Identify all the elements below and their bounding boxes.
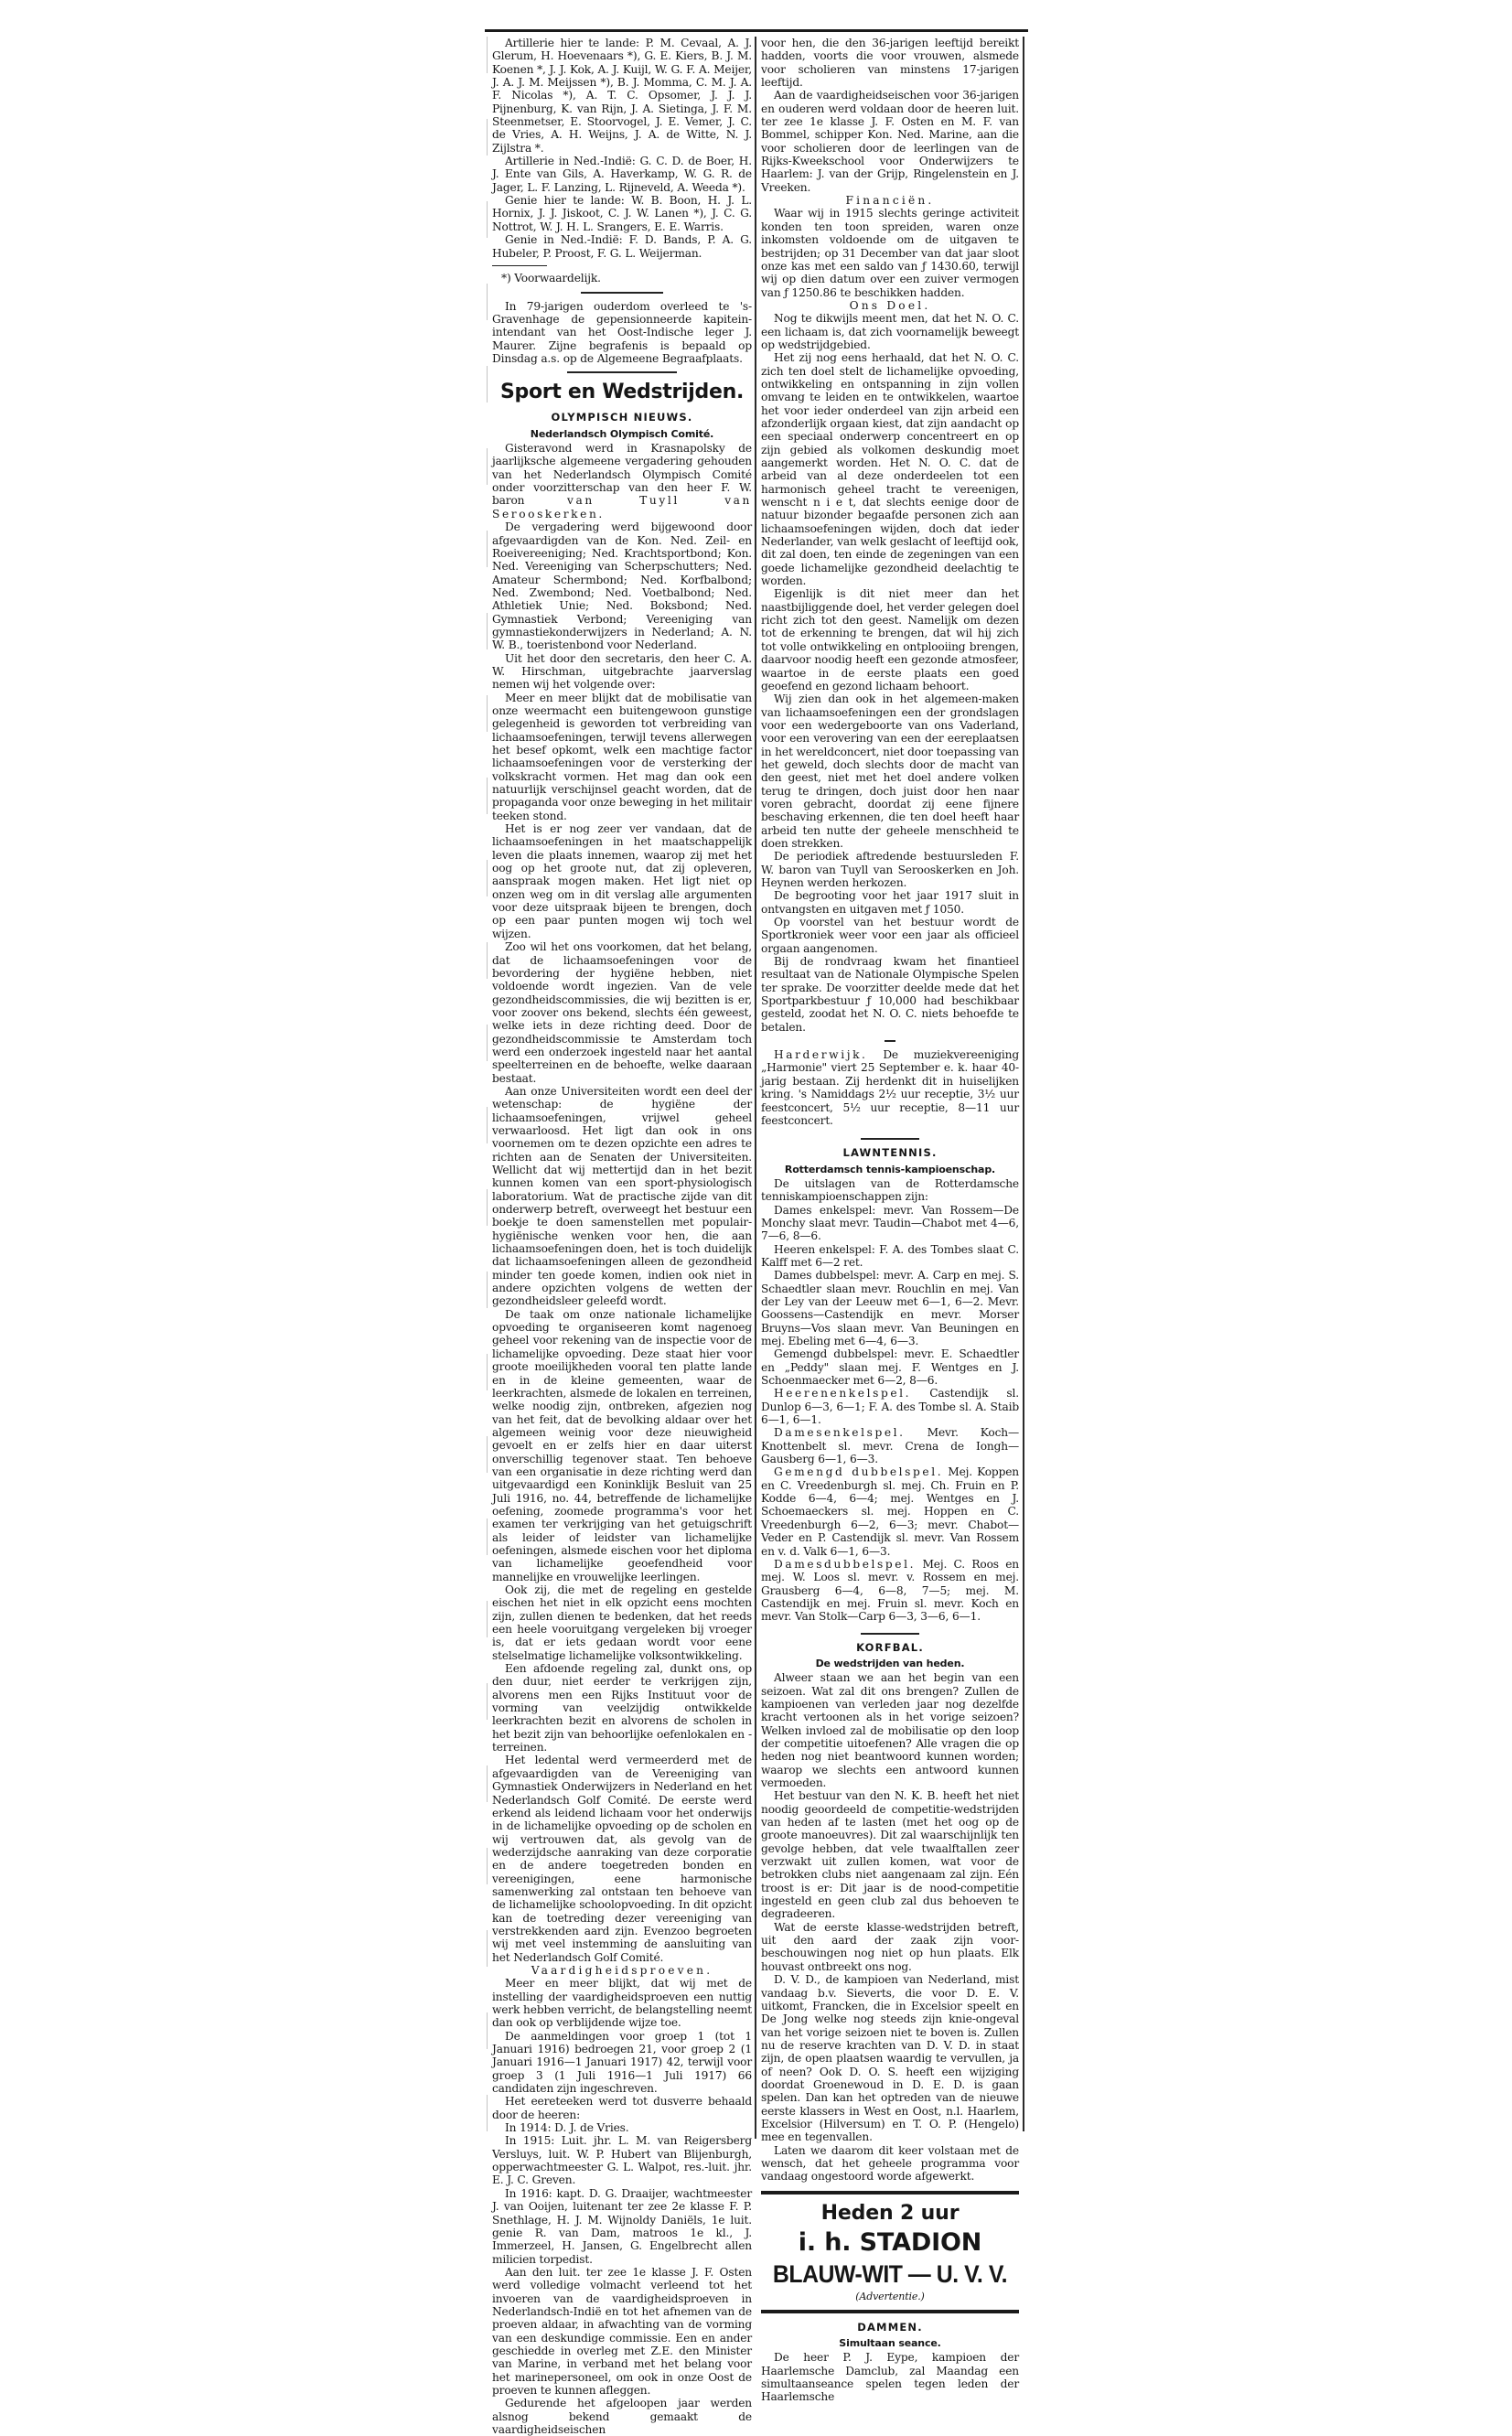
skills-subheading: Vaardigheidsproeven.: [531, 1963, 713, 1977]
finance-subheading: Financiën.: [845, 194, 935, 208]
result-category: Gemengd dubbelspel.: [774, 1465, 944, 1479]
column-rule: [755, 37, 756, 2139]
military-list-artillery-home: Artillerie hier te lande: P. M. Cevaal, A. J. Glerum, H. Hoevenaars *), G. E. Kiers, B. J. M. Koenen *, J. J. Kok, A. J. Kuijl, W. G. F. A. Meijer, J. A. J. M. Meijssen *), B. J. Momma, C. M. J. A. F. Nicolas *), A. T. C. Opsomer, J. J. J. Pijnenburg, K. van Rijn, J. A. Sietinga, J. F. M. Steenmetser, E. Stoorvogel, J. E. Vemer, J. C. de Vries, A. H. Weijns, J. A. de Witte, N. J. Zijlstra *.: [492, 37, 752, 155]
goal-paragraph: Eigenlijk is dit niet meer dan het naastbijliggende doel, het verder gelegen doel richt zich tot den geest. Namelijk om dezen tot de erkenning te brengen, dat wil hij zich tot volle ontwikkeling en ontplooiing brengen, daarvoor noodig heeft een gezonde atmosfeer, waartoe in de eerste plaats een goed geoefend en gezond lichaam behoort.: [761, 587, 1019, 692]
korfbal-paragraph: Alweer staan we aan het begin van een seizoen. Wat zal dit ons brengen? Zullen de kampioenen van verleden jaar nog dezelfde kracht vertoonen als in het vorige seizoen? Welken invloed zal de mobilisatie op den loop der competitie uitoefenen? Alle vragen die op heden nog niet beantwoord kunnen worden; waarop we slechts een antwoord kunnen vermoeden.: [761, 1671, 1019, 1789]
result-category: Heerenenkelspel.: [774, 1387, 912, 1400]
result-category: Damesenkelspel.: [774, 1426, 906, 1440]
olympic-paragraph: De taak om onze nationale lichamelijke opvoeding te organiseeren komt nagenoeg geheel voor rekening van de inspectie voor de lichamelijke opvoeding. Deze staat hier voor groote moeilijkheden vooral ten platte lande en in de kleine gemeenten, waar de leerkrachten, alsmede de lokalen en terreinen, welke noodig zijn, ontbreken, afgezien nog van het feit, dat de bevolking aldaar over het algemeen weinig voor deze nieuwigheid gevoelt en er zelfs hier en daar uiterst onverschillig tegenover staat. Ten behoeve van een organisatie in deze richting werd dan uitgevaardigd een Koninklijk Besluit van 25 Juli 1916, no. 44, betreffende de lichamelijke oefening, zoomede programma's voor het examen ter verkrijging van het getuigschrift als leider of leidster van lichamelijke oefeningen, alsmede eischen voor het diploma van lichamelijke geoefendheid voor mannelijke en vrouwelijke leerlingen.: [492, 1307, 752, 1583]
korfbal-heading: KORFBAL.: [856, 1640, 924, 1654]
korfbal-paragraph: D. V. D., de kampioen van Nederland, mist vandaag b.v. Sieverts, die voor D. E. V. uitkomt, Francken, die in Excelsior speelt en De Jong welke nog steeds zijn knie-ongeval van het vorige seizoen niet te boven is. Zullen nu de reserve krachten van D. V. D. in staat zijn, de open plaatsen waardig te vervullen, ja of neen? Ook D. O. S. heeft een wijziging doordat Groenewoud in D. E. D. is gaan spelen. Dan kan het optreden van de nieuwe eerste klassers in West en Oost, n.l. Haarlem, Excelsior (Hilversum) en T. O. P. (Hengelo) mee en tegenvallen.: [761, 1973, 1019, 2144]
harderwijk-item: [761, 1048, 1019, 1127]
right-border-rule: [1023, 37, 1024, 2131]
olympic-intro-text: Gisteravond werd in Krasnapolsky de jaarlijksche algemeene vergadering gehouden van het Nederlandsch Olympisch Comité onder voorzitterschap van den heer F. W. baron: [492, 442, 752, 508]
tennis-result: Dames enkelspel: mevr. Van Rossem—De Monchy slaat mevr. Taudin—Chabot met 4—6, 7—6, 8—6.: [761, 1203, 1019, 1243]
skills-paragraph: Het eereteeken werd tot dusverre behaald door de heeren:: [492, 2095, 752, 2121]
olympic-paragraph: Meer en meer blijkt dat de mobilisatie van onze weermacht een buitengewoon gunstige gelegenheid is geworden tot verbreiding van lichaamsoefeningen, terwijl tevens allerwegen het besef opkomt, welk een machtige factor lichaamsoefeningen voor de versterking der volkskracht vormen. Het mag dan ook een natuurlijk verschijnsel geacht worden, dat de propaganda voor onze beweging in het militair teeken stond.: [492, 691, 752, 822]
olympic-paragraph: Uit het door den secretaris, den heer C. A. W. Hirschman, uitgebrachte jaarverslag nemen wij het volgende over:: [492, 651, 752, 692]
dammen-subheading: Simultaan seance.: [839, 2337, 941, 2349]
goal-paragraph: Nog te dikwijls meent men, dat het N. O. C. een lichaam is, dat zich voornamelijk beweegt op wedstrijdgebied.: [761, 312, 1019, 351]
tennis-result: [761, 1387, 1019, 1426]
left-column: [492, 37, 752, 2436]
skills-paragraph: In 1915: Luit. jhr. L. M. van Reigersberg Versluys, luit. W. P. Hubert van Blijenburgh, opperwachtmeester G. L. Walpot, res.-luit. jhr. E. J. C. Greven.: [492, 2134, 752, 2187]
divider: [861, 1633, 919, 1635]
olympic-paragraph: Een afdoende regeling zal, dunkt ons, op den duur, niet eerder te verkrijgen zijn, alvorens men een Rijks Instituut voor de vorming van veelzijdig ontwikkelde leerkrachten bezit en alvorens de scholen in het bezit zijn van behoorlijke oefenlokalen en -terreinen.: [492, 1662, 752, 1755]
olympic-paragraph: Het is er nog zeer ver vandaan, dat de lichaamsoefeningen in het maatschappelijk leven die plaats innemen, waarop zij met het oog op het groote nut, dat zij opleveren, aanspraak mogen maken. Het ligt niet op onzen weg om in dit verslag alle argumenten voor deze uitspraak bijeen te brengen, doch op een paar punten mogen wij toch wel wijzen.: [492, 822, 752, 940]
korfbal-paragraph: Wat de eerste klasse-wedstrijden betreft, uit den aard der zaak zijn voor-beschouwingen nog niet op hun plaats. Elk houvast ontbreekt ons nog.: [761, 1920, 1019, 1973]
olympic-paragraph: Aan onze Universiteiten wordt een deel der wetenschap: de hygiëne der lichaamsoefeningen, vrijwel geheel verwaarloosd. Het ligt dan ook in ons voornemen om te dezen opzichte een adres te richten aan de Senaten der Universiteiten. Wellicht dat wij mettertijd dan in het bezit kunnen komen van een sport-physiologisch laboratorium. Wat de practische zijde van dit onderwerp betreft, overweegt het bestuur een boekje te doen samenstellen met populair-hygiënische wenken voor hen, die aan lichaamsoefeningen doen, het is toch duidelijk dat lichaamsoefeningen alleen de gezondheid minder ten goede komen, indien ook niet in andere opzichten volgens de wetten der gezondheidsleer geleefd wordt.: [492, 1084, 752, 1308]
korfbal-paragraph: Het bestuur van den N. K. B. heeft het niet noodig geoordeeld de competitie-wedstrijden van heden af te lasten (met het oog op de groote manoeuvres). Dit zal waarschijnlijk ten gevolge hebben, dat vele twaalftallen zeer verzwakt uit zullen komen, wat voor de betrokken clubs niet aangenaam zal zijn. Eén troost is er: Dit jaar is de nood-competitie ingesteld en geen club zal dus behoeven te degradeeren.: [761, 1789, 1019, 1921]
result-category: Damesdubbelspel.: [774, 1557, 917, 1571]
advertisement: [761, 2191, 1019, 2313]
skills-paragraph: Gedurende het afgeloopen jaar werden alsnog bekend gemaakt de vaardigheidseischen: [492, 2397, 752, 2436]
divider: [885, 1040, 895, 1042]
ad-line-venue: i. h. STADION: [798, 2227, 982, 2257]
tennis-result: [761, 1465, 1019, 1557]
divider: [861, 1138, 919, 1140]
goal-paragraph: De periodiek aftredende bestuursleden F. W. baron van Tuyll van Serooskerken en Joh. Heynen werden herkozen.: [761, 850, 1019, 889]
result-text: Mevr. Koch—Knottenbelt sl. mevr. Crena de Iongh—Gausberg 6—1, 6—3.: [761, 1426, 1019, 1466]
newspaper-page: [485, 0, 1028, 2436]
skills-paragraph: De aanmeldingen voor groep 1 (tot 1 Januari 1916) bedroegen 21, voor groep 2 (1 Januari 1916—1 Januari 1917) 42, terwijl voor groep 3 (1 Juli 1916—1 Juli 1917) 66 candidaten zijn ingeschreven.: [492, 2029, 752, 2096]
result-text: Mej. C. Roos en mej. W. Loos sl. mevr. v. Rossem en mej. Grausberg 6—4, 6—8, 7—5; mej. M. Castendijk en mej. Fruin sl. mevr. Koch en mevr. Van Stolk—Carp 6—3, 3—6, 6—1.: [761, 1557, 1019, 1624]
dammen-paragraph: De heer P. J. Eype, kampioen der Haarlemsche Damclub, zal Maandag een simultaanseance spelen tegen leden der Haarlemsche: [761, 2351, 1019, 2404]
skills-paragraph: Aan den luit. ter zee 1e klasse J. F. Osten werd volledige volmacht verleend tot het invoeren van de vaardigheidsproeven in Nederlandsch-Indië en tot het afnemen van de proeven aldaar, in afwachting van de vorming van een deskundige commissie. Een en ander geschiedde in overleg met Z.E. den Minister van Marine, in verband met het belang voor het marinepersoneel, om ook in onze Oost de proeven te kunnen afleggen.: [492, 2265, 752, 2397]
lawntennis-subheading: Rotterdamsch tennis-kampioenschap.: [784, 1163, 996, 1175]
goal-paragraph: Wij zien dan ook in het algemeen-maken van lichaamsoefeningen een der grondslagen voor een wedergeboorte van ons Vaderland, voor een verovering van een der eereplaatsen in het wereldconcert, niet door toepassing van het geweld, doch slechts door de macht van den geest, niet met het doel andere volken terug te dringen, doch juist door hen naar voren gebracht, doordat zij eene fijnere beschaving erkennen, die ten doel heeft haar arbeid ten nutte der geheele menschheid te doen strekken.: [761, 692, 1019, 850]
tennis-result: [761, 1426, 1019, 1465]
divider: [581, 292, 663, 294]
ad-line-match: BLAUW-WIT — U. V. V.: [772, 2259, 1008, 2288]
tennis-result: Dames dubbelspel: mevr. A. Carp en mej. S. Schaedtler slaan mevr. Rouchlin en mej. Van der Ley van der Leeuw met 6—1, 6—2. Mevr. Goossens—Castendijk en mevr. Morser Bruyns—Vos slaan mevr. Van Beuningen en mej. Ebeling met 6—4, 6—3.: [761, 1269, 1019, 1347]
military-list-artillery-indies: Artillerie in Ned.-Indië: G. C. D. de Boer, H. J. Ente van Gils, A. Haverkamp, W. G. R. de Jager, L. F. Lanzing, L. Rijneveld, A. Weeda *).: [492, 155, 752, 194]
continued-paragraph: voor hen, die den 36-jarigen leeftijd bereikt hadden, voorts die voor vrouwen, alsmede voor scholieren van minstens 17-jarigen leeftijd.: [761, 37, 1019, 90]
lawntennis-heading: LAWNTENNIS.: [842, 1146, 938, 1160]
goal-paragraph: Het zij nog eens herhaald, dat het N. O. C. zich ten doel stelt de lichamelijke opvoeding, ontwikkeling en ontspanning in zijn vollen omvang te leiden en te ontwikkelen, waartoe het voor ieder onderdeel van zijn arbeid een afzonderlijk orgaan kiest, dat zijn aandacht op een speciaal onderwerp concentreert en op zijn gebied als volkomen deskundig moet aangemerkt worden. Het N. O. C. dat de arbeid van al deze onderdeelen tot een harmonisch geheel tracht te vereenigen, wenscht n i e t, dat slechts eenige door de natuur bizonder begaafde personen zich aan lichaamsoefeningen wijden, doch dat ieder Nederlander, van welk geslacht of leeftijd ook, dit zal doen, ten einde de zegeningen van een goede lichamelijke gezondheid deelachtig te worden.: [761, 351, 1019, 588]
harderwijk-place: Harderwijk.: [774, 1048, 868, 1062]
olympic-paragraph: Het ledental werd vermeerderd met de afgevaardigden van de Vereeniging van Gymnastiek Onderwijzers in Nederland en het Nederlandsch Golf Comité. De eerste werd erkend als leidend lichaam voor het onderwijs in de lichamelijke opvoeding op de scholen en wij vertrouwen dat, als gevolg van de wederzijdsche aanraking van deze corporatie en de andere toegetreden bonden en vereenigingen, eene harmonische samenwerking zal ontstaan ten behoeve van de lichamelijke schoolopvoeding. In dit opzicht kan de toetreding dezer vereeniging van verstrekkenden aard zijn. Evenzoo begroeten wij met veel instemming de aansluiting van het Nederlandsch Golf Comité.: [492, 1754, 752, 1964]
olympic-paragraph: Ook zij, die met de regeling en gestelde eischen het niet in elk opzicht eens mochten zijn, zullen dienen te bedenken, dat het reeds een heele vooruitgang vergeleken bij vroeger is, dat er iets gedaan wordt voor eene stelselmatige lichamelijke volksontwikkeling.: [492, 1583, 752, 1662]
olympic-paragraph: Zoo wil het ons voorkomen, dat het belang, dat de lichaamsoefeningen voor de bevordering der hygiëne hebben, niet voldoende wordt ingezien. Van de vele gezondheidscommissies, die wij bezitten is er, voor zoover ons bekend, slechts één geweest, welke iets in deze richting deed. Door de gezondheidscommissie te Amsterdam toch werd een onderzoek ingesteld naar het aantal speelterreinen en de behoefte, welke daaraan bestaat.: [492, 940, 752, 1085]
goal-paragraph: Bij de rondvraag kwam het finantieel resultaat van de Nationale Olympische Spelen ter sprake. De voorzitter deelde mede dat het Sportparkbestuur ƒ 10,000 had beschikbaar gesteld, zoodat het N. O. C. niets behoefde te betalen.: [761, 955, 1019, 1034]
korfbal-paragraph: Laten we daarom dit keer volstaan met de wensch, dat het geheele programma voor vandaag ongestoord worde afgewerkt.: [761, 2143, 1019, 2184]
tennis-result: Heeren enkelspel: F. A. des Tombes slaat C. Kalff met 6—2 ret.: [761, 1242, 1019, 1269]
ad-line-time: Heden 2 uur: [820, 2201, 960, 2225]
section-title: Sport en Wedstrijden.: [499, 381, 745, 404]
divider: [567, 371, 677, 373]
lawntennis-intro: De uitslagen van de Rotterdamsche tenniskampioenschappen zijn:: [761, 1176, 1019, 1204]
tennis-result: Gemengd dubbelspel: mevr. E. Schaedtler en „Peddy" slaan mej. F. Wentges en J. Schoenmaecker met 6—2, 8—6.: [761, 1347, 1019, 1388]
goal-paragraph: Op voorstel van het bestuur wordt de Sportkroniek weer voor een jaar als officieel orgaan aangenomen.: [761, 916, 1019, 955]
olympic-paragraph: De vergadering werd bijgewoond door afgevaardigden van de Kon. Ned. Zeil- en Roeivereeniging; Ned. Krachtsportbond; Kon. Ned. Vereeniging van Scherpschutters; Ned. Amateur Schermbond; Ned. Korfbalbond; Ned. Zwembond; Ned. Voetbalbond; Ned. Athletiek Unie; Ned. Boksbond; Ned. Gymnastiek Verbond; Vereeniging van gymnastiekonderwijzers in Nederland; A. N. W. B., toeristenbond voor Nederland.: [492, 520, 752, 652]
result-text: Castendijk sl. Dunlop 6—3, 6—1; F. A. des Tombe sl. A. Staib 6—1, 6—1.: [761, 1387, 1019, 1427]
harderwijk-text: De muziekvereeniging „Harmonie" viert 25 September e. k. haar 40-jarig bestaan. Zij herdenkt dit in huiselijken kring. 's Namiddags 2½ uur receptie, 3½ uur feestconcert, 5½ uur receptie, 8—11 uur feestconcert.: [761, 1048, 1019, 1127]
continued-paragraph: Aan de vaardigheidseischen voor 36-jarigen en ouderen werd voldaan door de heeren luit. ter zee 1e klasse J. F. Osten en M. F. van Bommel, schipper Kon. Ned. Marine, aan die voor scholieren door de leerlingen van de Rijks-Kweekschool voor Onderwijzers te Haarlem: J. van der Grijp, Ringelenstein en J. Vreeken.: [761, 89, 1019, 194]
chairman-name: van Tuyll van Serooskerken.: [492, 494, 752, 520]
finance-paragraph: Waar wij in 1915 slechts geringe activiteit konden ten toon spreiden, waren onze inkomsten voldoende om de uitgaven te bestrijden; op 31 December van dat jaar sloot onze kas met een saldo van ƒ 1430.60, terwijl wij op dien datum over een zuiver vermogen van ƒ 1250.86 te beschikken hadden.: [761, 207, 1019, 299]
result-text: Mej. Koppen en C. Vreedenburgh sl. mej. Ch. Fruin en P. Kodde 6—4, 6—4; mej. Wentges en J. Schoemaeckers sl. mej. Hoppen en C. Vreedenburgh 6—2, 6—3; mevr. Chabot—Veder en P. Castendijk sl. mevr. Van Rossem en v. d. Valk 6—1, 6—3.: [761, 1465, 1019, 1558]
top-rule: [485, 29, 1028, 32]
goal-paragraph: De begrooting voor het jaar 1917 sluit in ontvangsten en uitgaven met ƒ 1050.: [761, 889, 1019, 916]
olympic-intro: [492, 442, 752, 520]
obituary: In 79-jarigen ouderdom overleed te 's-Gravenhage de gepensionneerde kapitein-intendant van het Oost-Indische leger J. Maurer. Zijne begrafenis is bepaald op Dinsdag a.s. op de Algemeene Begraafplaats.: [492, 299, 752, 366]
olympic-subheading: Nederlandsch Olympisch Comité.: [530, 427, 714, 440]
right-column: [761, 37, 1019, 2404]
dammen-heading: DAMMEN.: [857, 2320, 923, 2334]
left-margin-mark: [487, 37, 488, 2131]
skills-paragraph: In 1916: kapt. D. G. Draaijer, wachtmeester J. van Ooijen, luitenant ter zee 2e klasse F. P. Snethlage, H. J. M. Wijnoldy Daniëls, 1e luit. genie R. van Dam, matroos 1e kl., J. Immerzeel, H. Jansen, G. Engelbrecht allen milicien torpedist.: [492, 2186, 752, 2266]
military-list-genie-home: Genie hier te lande: W. B. Boon, H. J. L. Hornix, J. J. Jiskoot, C. J. W. Lanen *), J. C. G. Nottrot, W. J. H. L. Srangers, E. E. Warris.: [492, 194, 752, 233]
skills-paragraph: Meer en meer blijkt, dat wij met de instelling der vaardigheidsproeven een nuttig werk hebben verricht, de belangstelling neemt dan ook op verblijdende wijze toe.: [492, 1977, 752, 2030]
footnote-rule: [492, 265, 547, 267]
goal-subheading: Ons Doel.: [849, 298, 931, 312]
footnote: *) Voorwaardelijk.: [501, 272, 601, 285]
olympic-heading: OLYMPISCH NIEUWS.: [551, 411, 693, 424]
ad-label: (Advertentie.): [855, 2290, 925, 2302]
korfbal-subheading: De wedstrijden van heden.: [815, 1657, 965, 1669]
tennis-result: [761, 1558, 1019, 1624]
skills-paragraph: In 1914: D. J. de Vries.: [505, 2121, 629, 2135]
military-list-genie-indies: Genie in Ned.-Indië: F. D. Bands, P. A. G. Hubeler, P. Proost, F. G. L. Weijerman.: [492, 233, 752, 260]
